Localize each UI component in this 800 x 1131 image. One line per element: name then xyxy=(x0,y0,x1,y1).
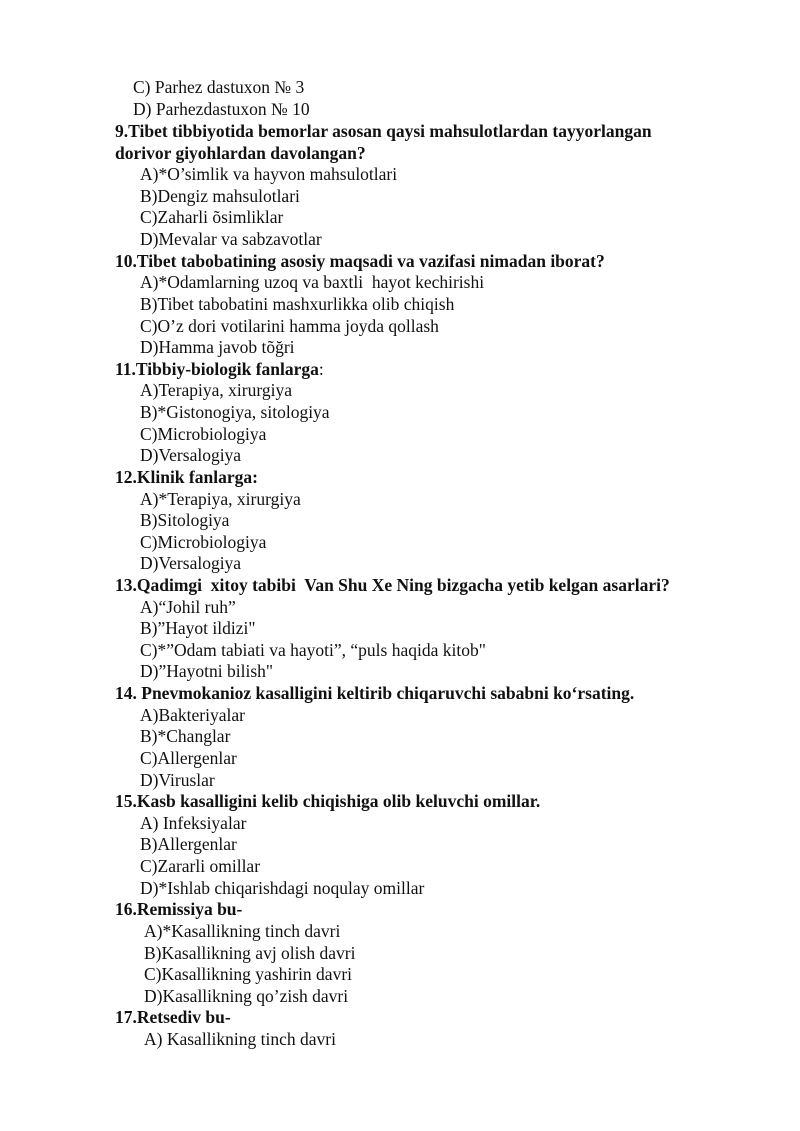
option-line: B)Allergenlar xyxy=(140,834,237,854)
option-line: B)Kasallikning avj olish davri xyxy=(144,943,356,963)
option-line: A)*Kasallikning tinch davri xyxy=(144,921,341,941)
option-line: A) Infeksiyalar xyxy=(140,813,247,833)
question-title: 12.Klinik fanlarga: xyxy=(115,467,258,487)
question-title: 13.Qadimgi xitoy tabibi Van Shu Xe Ning bizgacha yetib kelgan asarlari? xyxy=(115,575,670,595)
option-line: B)Dengiz mahsulotlari xyxy=(140,186,300,206)
option-line: C)O’z dori votilarini hamma joyda qollash xyxy=(140,316,439,336)
question-title-suffix: : xyxy=(318,359,324,379)
option-line: D)”Hayotni bilish" xyxy=(140,661,274,681)
option-line: C)Zaharli õsimliklar xyxy=(140,207,284,227)
option-line: C)*”Odam tabiati va hayoti”, “puls haqida kitob" xyxy=(140,640,486,660)
option-line: C)Microbiologiya xyxy=(140,424,267,444)
option-line: C) Parhez dastuxon № 3 xyxy=(133,77,305,97)
question-title: 10.Tibet tabobatining asosiy maqsadi va vazifasi nimadan iborat? xyxy=(115,251,605,271)
option-line: C)Zararli omillar xyxy=(140,856,261,876)
option-line: B)Tibet tabobatini mashxurlikka olib chiqish xyxy=(140,294,455,314)
option-line: A)Terapiya, xirurgiya xyxy=(140,380,293,400)
option-line: B)Sitologiya xyxy=(140,510,230,530)
question-title: 17.Retsediv bu- xyxy=(115,1007,231,1027)
question-title: dorivor giyohlardan davolangan? xyxy=(115,143,366,163)
option-line: A)*O’simlik va hayvon mahsulotlari xyxy=(140,164,398,184)
option-line: B)*Gistonogiya, sitologiya xyxy=(140,402,330,422)
option-line: D)*Ishlab chiqarishdagi noqulay omillar xyxy=(140,878,425,898)
option-line: A)*Odamlarning uzoq va baxtli hayot kechirishi xyxy=(140,272,485,292)
option-line: D)Hamma javob tõğri xyxy=(140,337,295,357)
option-line: C)Microbiologiya xyxy=(140,532,267,552)
question-title: 9.Tibet tibbiyotida bemorlar asosan qaysi mahsulotlardan tayyorlangan xyxy=(115,121,652,141)
option-line: C)Kasallikning yashirin davri xyxy=(144,964,353,984)
option-line: B)”Hayot ildizi" xyxy=(140,618,256,638)
option-line: D)Viruslar xyxy=(140,770,215,790)
option-line: A)Bakteriyalar xyxy=(140,705,245,725)
question-title: 14. Pnevmokanioz kasalligini keltirib chiqaruvchi sababni ko‘rsating. xyxy=(115,683,635,703)
option-line: D)Kasallikning qo’zish davri xyxy=(144,986,349,1006)
option-line: A) Kasallikning tinch davri xyxy=(144,1029,336,1049)
question-title: 15.Kasb kasalligini kelib chiqishiga olib keluvchi omillar. xyxy=(115,791,541,811)
option-line: A)*Terapiya, xirurgiya xyxy=(140,489,301,509)
option-line: D)Versalogiya xyxy=(140,553,242,573)
question-title xyxy=(115,359,324,380)
option-line: D)Mevalar va sabzavotlar xyxy=(140,229,322,249)
question-title: 16.Remissiya bu- xyxy=(115,899,243,919)
question-title-text: 11.Tibbiy-biologik fanlarga xyxy=(115,359,319,379)
option-line: D)Versalogiya xyxy=(140,445,242,465)
option-line: A)“Johil ruh” xyxy=(140,597,236,617)
option-line: D) Parhezdastuxon № 10 xyxy=(133,99,310,119)
option-line: C)Allergenlar xyxy=(140,748,237,768)
option-line: B)*Changlar xyxy=(140,726,231,746)
